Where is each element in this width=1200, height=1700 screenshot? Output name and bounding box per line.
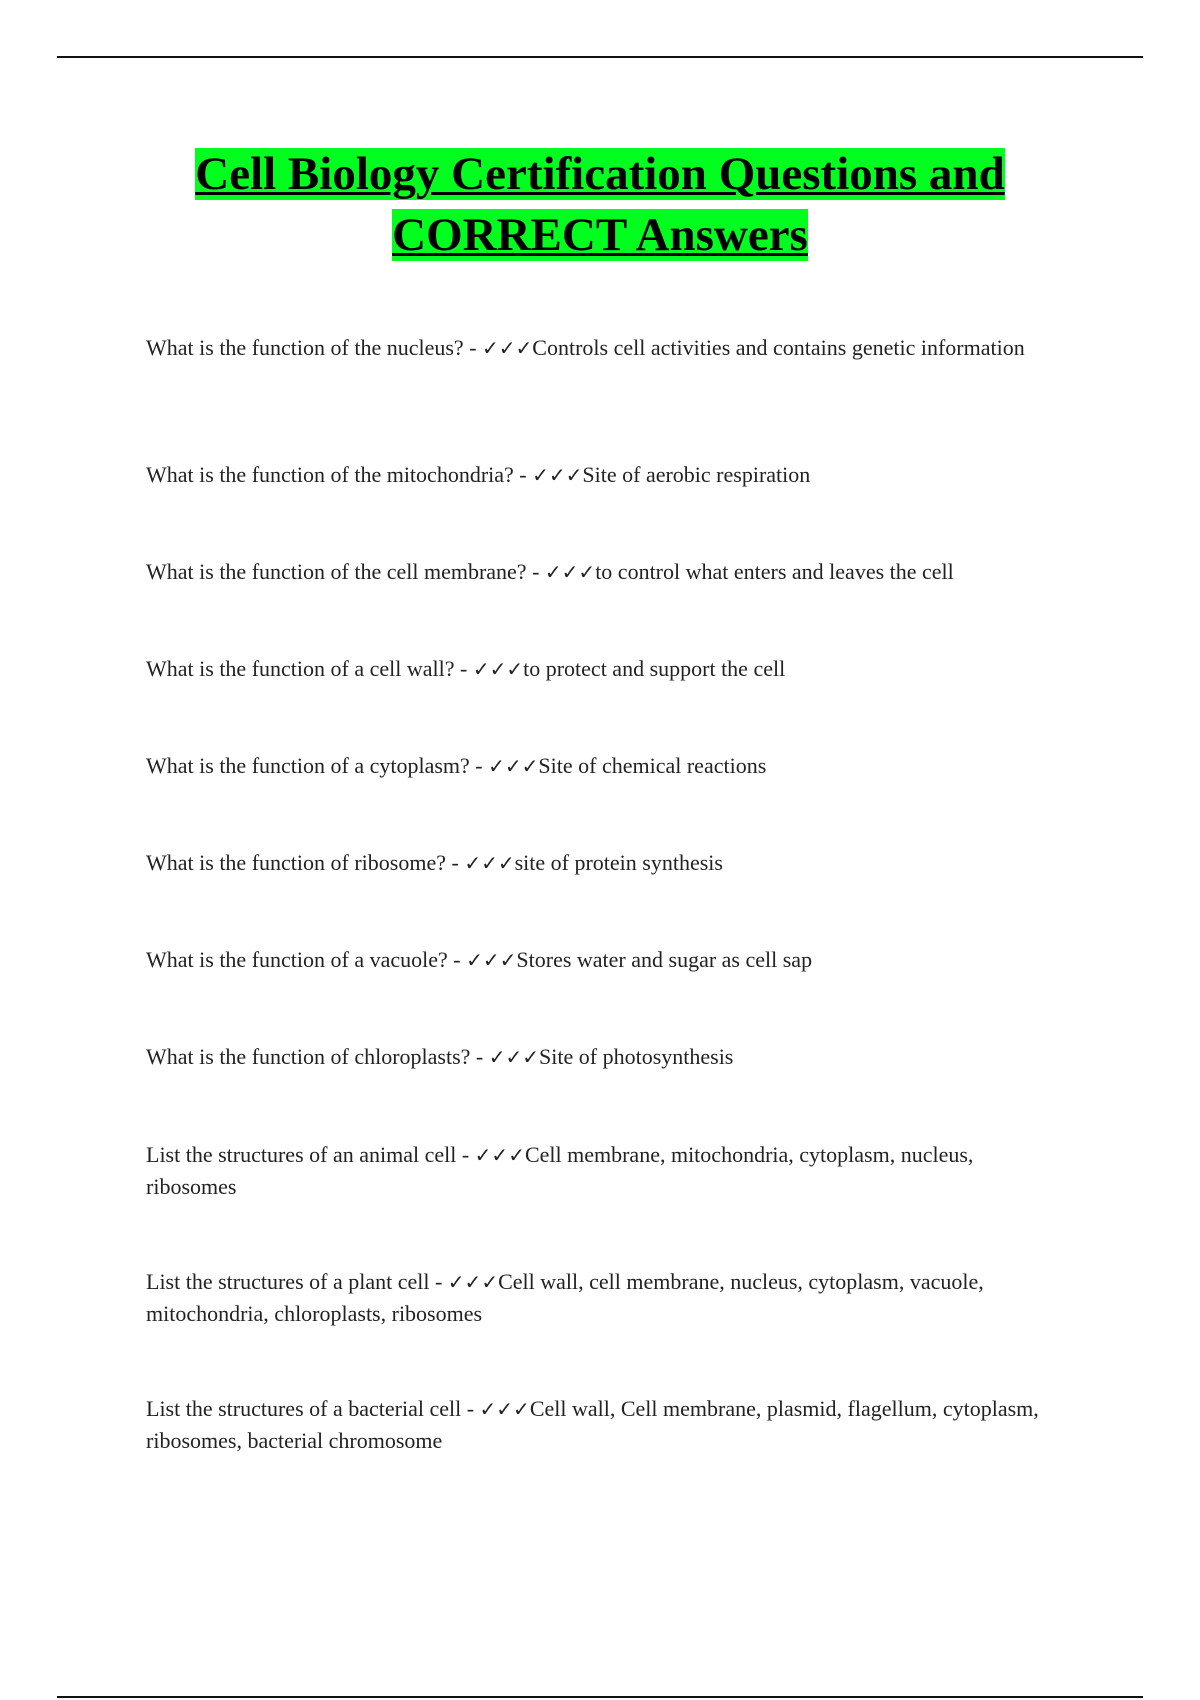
answer-text: site of protein synthesis — [514, 850, 723, 875]
separator: - — [463, 335, 483, 360]
checkmark-icon: ✓✓✓ — [474, 1143, 525, 1167]
checkmark-icon: ✓✓✓ — [447, 1270, 499, 1294]
question-text: What is the function of the nucleus? — [146, 335, 464, 360]
answer-text: Cell wall, cell membrane, nucleus, cytoplasm, vacuole, mitochondria, chloroplasts, ribosomes — [146, 1269, 984, 1326]
separator: - — [445, 850, 465, 875]
answer-text: Cell membrane, mitochondria, cytoplasm, nucleus, ribosomes — [146, 1142, 974, 1199]
qa-item — [146, 459, 1066, 491]
qa-item — [146, 332, 1066, 364]
qa-item — [146, 1393, 1066, 1456]
question-text: What is the function of a cell wall? — [146, 656, 455, 681]
checkmark-icon: ✓✓✓ — [544, 560, 596, 584]
qa-item — [146, 1139, 1066, 1202]
separator: - — [461, 1396, 480, 1421]
separator: - — [454, 656, 473, 681]
question-text: What is the function of a cytoplasm? — [146, 753, 470, 778]
answer-text: Site of chemical reactions — [538, 753, 767, 778]
answer-text: Cell wall, Cell membrane, plasmid, flagellum, cytoplasm, ribosomes, bacterial chromosome — [146, 1396, 1039, 1453]
checkmark-icon: ✓✓✓ — [488, 1045, 540, 1069]
qa-item — [146, 653, 1066, 685]
checkmark-icon: ✓✓✓ — [464, 851, 515, 875]
question-text: What is the function of the cell membrane? — [146, 559, 527, 584]
checkmark-icon: ✓✓✓ — [532, 463, 583, 487]
qa-item — [146, 1266, 1066, 1329]
separator: - — [429, 1269, 448, 1294]
qa-item — [146, 1041, 1066, 1073]
question-text: What is the function of the mitochondria? — [146, 462, 514, 487]
qa-item — [146, 944, 1066, 976]
separator: - — [456, 1142, 475, 1167]
checkmark-icon: ✓✓✓ — [482, 336, 533, 360]
separator: - — [469, 753, 489, 778]
question-text: What is the function of a vacuole? — [146, 947, 448, 972]
checkmark-icon: ✓✓✓ — [488, 754, 539, 778]
qa-item — [146, 750, 1066, 782]
checkmark-icon: ✓✓✓ — [472, 657, 524, 681]
answer-text: to control what enters and leaves the cell — [595, 559, 954, 584]
title-line-2: CORRECT Answers — [392, 209, 808, 261]
separator: - — [526, 559, 545, 584]
title-line-1: Cell Biology Certification Questions and — [195, 148, 1005, 200]
page-title — [100, 144, 1100, 266]
question-text: What is the function of chloroplasts? — [146, 1044, 471, 1069]
bottom-rule — [57, 1696, 1143, 1698]
answer-text: Site of aerobic respiration — [582, 462, 811, 487]
question-text: List the structures of an animal cell — [146, 1142, 457, 1167]
question-text: List the structures of a bacterial cell — [146, 1396, 462, 1421]
checkmark-icon: ✓✓✓ — [466, 948, 517, 972]
qa-item — [146, 556, 1106, 588]
answer-text: Controls cell activities and contains genetic information — [532, 335, 1025, 360]
answer-text: Site of photosynthesis — [539, 1044, 734, 1069]
answer-text: Stores water and sugar as cell sap — [516, 947, 813, 972]
separator: - — [470, 1044, 489, 1069]
top-rule — [57, 56, 1143, 58]
question-text: What is the function of ribosome? — [146, 850, 446, 875]
separator: - — [513, 462, 533, 487]
checkmark-icon: ✓✓✓ — [479, 1397, 530, 1421]
separator: - — [447, 947, 467, 972]
qa-item — [146, 847, 1066, 879]
question-text: List the structures of a plant cell — [146, 1269, 430, 1294]
answer-text: to protect and support the cell — [523, 656, 786, 681]
